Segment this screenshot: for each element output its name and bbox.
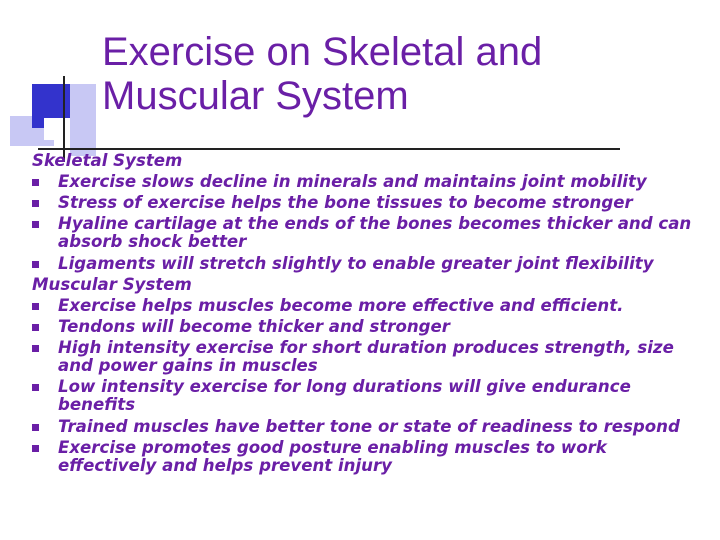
list-item-text: Exercise promotes good posture enabling muscles to work effectively and helps prevent injury [58,437,607,475]
list-item-text: Low intensity exercise for long durations will give endurance benefits [58,377,631,415]
section-heading: Muscular System [32,274,192,294]
slide-title-line-1: Exercise on Skeletal and [102,30,543,74]
section-skeletal [32,152,702,273]
list-item-text: Hyaline cartilage at the ends of the bones becomes thicker and can absorb shock better [58,214,692,252]
list-item [32,339,702,375]
square-bullet-icon [32,221,39,228]
decorative-bar-lavender [70,84,96,156]
decorative-square-white [44,118,70,140]
square-bullet-icon [32,345,39,352]
square-bullet-icon [32,303,39,310]
slide-title-line-2: Muscular System [102,74,409,118]
list-item-text: Exercise helps muscles become more effective and efficient. [58,295,624,315]
section-muscular [32,276,702,475]
list-item [32,318,702,336]
list-item [32,173,702,191]
list-item-text: Stress of exercise helps the bone tissues to become stronger [58,193,633,213]
list-item [32,194,702,212]
square-bullet-icon [32,384,39,391]
bullet-list [32,297,702,475]
title-divider-line [38,148,620,150]
list-item-text: Tendons will become thicker and stronger [58,316,450,336]
slide-title [102,30,542,118]
list-item-text: Exercise slows decline in minerals and maintains joint mobility [58,172,647,191]
list-item-text: High intensity exercise for short duration produces strength, size and power gains in muscles [58,338,674,376]
list-item-text: Trained muscles have better tone or state of readiness to respond [58,416,680,436]
square-bullet-icon [32,200,39,207]
list-item [32,378,702,414]
square-bullet-icon [32,179,39,186]
slide-body [32,152,702,478]
list-item-text: Ligaments will stretch slightly to enable greater joint flexibility [58,253,654,273]
square-bullet-icon [32,424,39,431]
bullet-list [32,173,702,273]
list-item [32,215,702,251]
list-item [32,439,702,475]
list-item [32,297,702,315]
square-bullet-icon [32,261,39,268]
square-bullet-icon [32,324,39,331]
list-item [32,255,702,273]
list-item [32,418,702,436]
square-bullet-icon [32,445,39,452]
section-heading: Skeletal System [32,151,183,170]
